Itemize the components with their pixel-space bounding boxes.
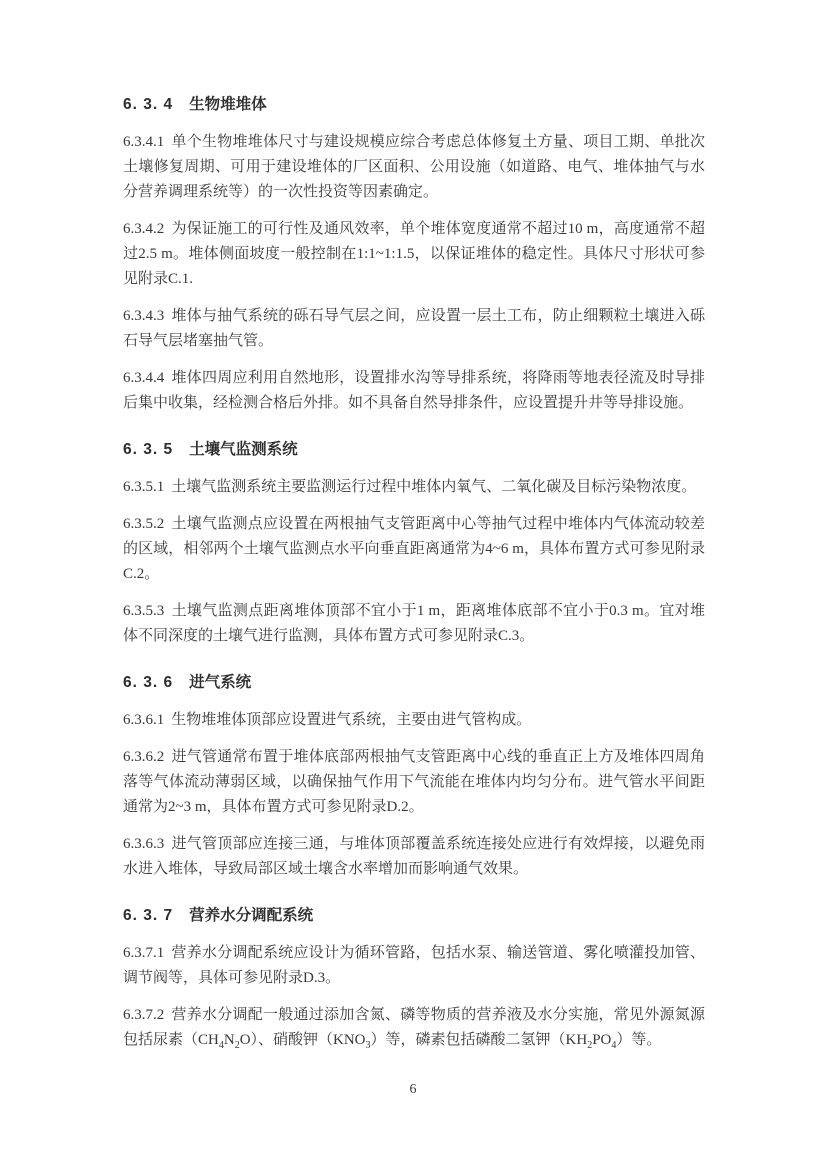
clause-text: ）等。: [616, 1032, 662, 1048]
chem-subscript: 4: [611, 1040, 617, 1051]
section-heading-6-3-4: [123, 92, 705, 117]
clause-number: 6.3.4.2: [123, 221, 165, 237]
clause-6-3-4-4: [123, 366, 705, 416]
clause-number: 6.3.6.1: [123, 712, 165, 728]
clause-6-3-4-3: [123, 304, 705, 354]
chem-subscript: 4: [218, 1040, 224, 1051]
clause-6-3-6-2: [123, 745, 705, 820]
section-heading-6-3-7: [123, 903, 705, 928]
clause-6-3-5-1: [123, 475, 705, 500]
chem-subscript: 2: [234, 1040, 240, 1051]
clause-number: 6.3.4.3: [123, 308, 165, 324]
clause-text: 土壤气监测点距离堆体顶部不宜小于1 m，距离堆体底部不宜小于0.3 m。宜对堆体不同深度的土壤气进行监测，具体布置方式可参见附录C.3。: [123, 603, 705, 644]
clause-text: 进气管顶部应连接三通，与堆体顶部覆盖系统连接处应进行有效焊接，以避免雨水进入堆体，导致局部区域土壤含水率增加而影响通气效果。: [123, 836, 705, 877]
clause-text: 堆体与抽气系统的砾石导气层之间，应设置一层土工布，防止细颗粒土壤进入砾石导气层堵塞抽气管。: [123, 308, 705, 349]
clause-text: 为保证施工的可行性及通风效率，单个堆体宽度通常不超过10 m，高度通常不超过2.5 m。堆体侧面坡度一般控制在1:1~1:1.5，以保证堆体的稳定性。具体尺寸形状可参见附录C.1.: [123, 221, 705, 287]
section-heading-6-3-6: [123, 670, 705, 695]
document-content: [123, 92, 705, 1065]
clause-6-3-4-1: [123, 130, 705, 205]
clause-number: 6.3.4.1: [123, 134, 165, 150]
section-number: 6. 3. 4: [123, 96, 174, 113]
section-title: 进气系统: [189, 674, 252, 691]
section-title: 营养水分调配系统: [189, 907, 314, 924]
clause-6-3-7-1: [123, 941, 705, 991]
clause-text: 堆体四周应利用自然地形，设置排水沟等导排系统，将降雨等地表径流及时导排后集中收集，经检测合格后外排。如不具备自然导排条件，应设置提升井等导排设施。: [123, 370, 705, 411]
chem-subscript: 2: [587, 1040, 593, 1051]
clause-text: N: [223, 1032, 235, 1048]
clause-text: ）等，磷素包括磷酸二氢钾（KH: [370, 1032, 588, 1048]
clause-text: 营养水分调配系统应设计为循环管路，包括水泵、输送管道、雾化喷灌投加管、调节阀等，具体可参见附录D.3。: [123, 945, 705, 986]
clause-6-3-5-2: [123, 512, 705, 587]
section-title: 生物堆堆体: [189, 96, 267, 113]
clause-6-3-7-2: [123, 1003, 705, 1053]
section-title: 土壤气监测系统: [189, 441, 298, 458]
section-number: 6. 3. 5: [123, 441, 174, 458]
clause-number: 6.3.7.2: [123, 1007, 165, 1023]
section-heading-6-3-5: [123, 437, 705, 462]
page-number: 6: [409, 1082, 417, 1097]
clause-6-3-5-3: [123, 599, 705, 649]
clause-number: 6.3.6.3: [123, 836, 165, 852]
clause-text: 单个生物堆堆体尺寸与建设规模应综合考虑总体修复土方量、项目工期、单批次土壤修复周期、可用于建设堆体的厂区面积、公用设施（如道路、电气、堆体抽气与水分营养调理系统等）的一次性投资等因素确定。: [123, 134, 705, 200]
clause-text: 土壤气监测点应设置在两根抽气支管距离中心等抽气过程中堆体内气体流动较差的区域，相邻两个土壤气监测点水平向垂直距离通常为4~6 m，具体布置方式可参见附录C.2。: [123, 516, 705, 582]
clause-6-3-4-2: [123, 217, 705, 292]
section-number: 6. 3. 7: [123, 907, 174, 924]
clause-6-3-6-1: [123, 708, 705, 733]
clause-text: O）、硝酸钾（KNO: [239, 1032, 366, 1048]
clause-text: 进气管通常布置于堆体底部两根抽气支管距离中心线的垂直正上方及堆体四周角落等气体流动薄弱区域，以确保抽气作用下气流能在堆体内均匀分布。进气管水平间距通常为2~3 m，具体布置方式可参见附录D.2。: [123, 749, 705, 815]
clause-number: 6.3.5.3: [123, 603, 165, 619]
clause-text: 土壤气监测系统主要监测运行过程中堆体内氧气、二氧化碳及目标污染物浓度。: [171, 479, 697, 495]
clause-text: 生物堆堆体顶部应设置进气系统，主要由进气管构成。: [171, 712, 532, 728]
clause-number: 6.3.4.4: [123, 370, 165, 386]
chem-subscript: 3: [365, 1040, 371, 1051]
section-number: 6. 3. 6: [123, 674, 174, 691]
clause-number: 6.3.6.2: [123, 749, 165, 765]
clause-number: 6.3.5.1: [123, 479, 165, 495]
clause-text: 营养水分调配一般通过添加含氮、磷等物质的营养液及水分实施，常见外源氮源包括尿素（CH: [123, 1007, 705, 1048]
clause-number: 6.3.7.1: [123, 945, 165, 961]
clause-text: PO: [592, 1032, 612, 1048]
clause-6-3-6-3: [123, 832, 705, 882]
clause-number: 6.3.5.2: [123, 516, 165, 532]
